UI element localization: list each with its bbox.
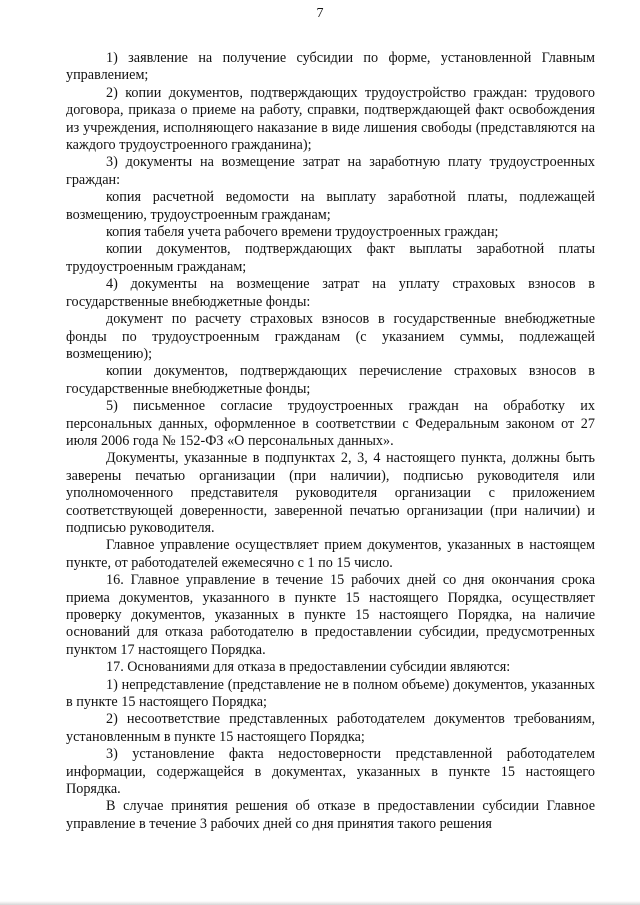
paragraph-point-16: 16. Главное управление в течение 15 рабочих дней со дня окончания срока приема документов, указанного в пункте 15 настоящего Порядка, осуществляет проверку документов, указанных в пункте 15 настоящего Порядка, на наличие оснований для отказа работодателю в предоставлении субсидии, предусмотренных пунктом 17 настоящего Порядка. (66, 572, 595, 658)
scan-bottom-edge (0, 901, 640, 905)
paragraph-item-5-consent: 5) письменное согласие трудоустроенных граждан на обработку их персональных данных, оформленное в соответствии с Федеральным законом от 27 июля 2006 года № 152-ФЗ «О персональных данных». (66, 398, 595, 449)
paragraph-refusal-decision: В случае принятия решения об отказе в предоставлении субсидии Главное управление в течение 3 рабочих дней со дня принятия такого решения (66, 798, 595, 832)
paragraph-refusal-ground-2: 2) несоответствие представленных работодателем документов требованиям, установленным в пункте 15 настоящего Порядка; (66, 711, 595, 745)
paragraph-item-1-application: 1) заявление на получение субсидии по форме, установленной Главным управлением; (66, 50, 595, 84)
paragraph-refusal-ground-1: 1) непредставление (представление не в полном объеме) документов, указанных в пункте 15 настоящего Порядка; (66, 676, 595, 711)
paragraph-insurance-calculation: документ по расчету страховых взносов в государственные внебюджетные фонды по трудоустроенным гражданам (с указанием суммы, подлежащей возмещению); (66, 311, 595, 362)
paragraph-timesheet: копия табеля учета рабочего времени трудоустроенных граждан; (106, 224, 499, 241)
page-number: 7 (316, 6, 324, 21)
paragraph-certification: Документы, указанные в подпунктах 2, 3, 4 настоящего пункта, должны быть заверены печатью организации (при наличии), подписью руководителя или уполномоченного представителя руководителя организации с приложением соответствующей доверенности, заверенной печатью организации (при наличии) и подписью руководителя. (66, 450, 595, 536)
paragraph-payroll-statement: копия расчетной ведомости на выплату заработной платы, подлежащей возмещению, трудоустроенным гражданам; (66, 189, 595, 223)
paragraph-item-3-salary-docs: 3) документы на возмещение затрат на заработную плату трудоустроенных граждан: (66, 154, 595, 188)
paragraph-acceptance-period: Главное управление осуществляет прием документов, указанных в настоящем пункте, от работодателей ежемесячно с 1 по 15 число. (66, 537, 595, 571)
paragraph-item-4-insurance-docs: 4) документы на возмещение затрат на уплату страховых взносов в государственные внебюджетные фонды: (66, 276, 595, 310)
paragraph-refusal-ground-3: 3) установление факта недостоверности представленной работодателем информации, содержащейся в документах, указанных в пункте 15 настоящего Порядка. (66, 746, 595, 798)
paragraph-point-17: 17. Основаниями для отказа в предоставлении субсидии являются: (106, 659, 511, 676)
paragraph-insurance-transfer: копии документов, подтверждающих перечисление страховых взносов в государственные внебюджетные фонды; (66, 363, 595, 397)
document-body (66, 50, 595, 833)
paragraph-payment-proof: копии документов, подтверждающих факт выплаты заработной платы трудоустроенным гражданам; (66, 241, 595, 275)
paragraph-item-2-employment-docs: 2) копии документов, подтверждающих трудоустройство граждан: трудового договора, приказа о приеме на работу, справки, подтверждающей факт освобождения из учреждения, исполняющего наказание в виде лишения свободы (представляются на каждого трудоустроенного гражданина); (66, 84, 595, 154)
